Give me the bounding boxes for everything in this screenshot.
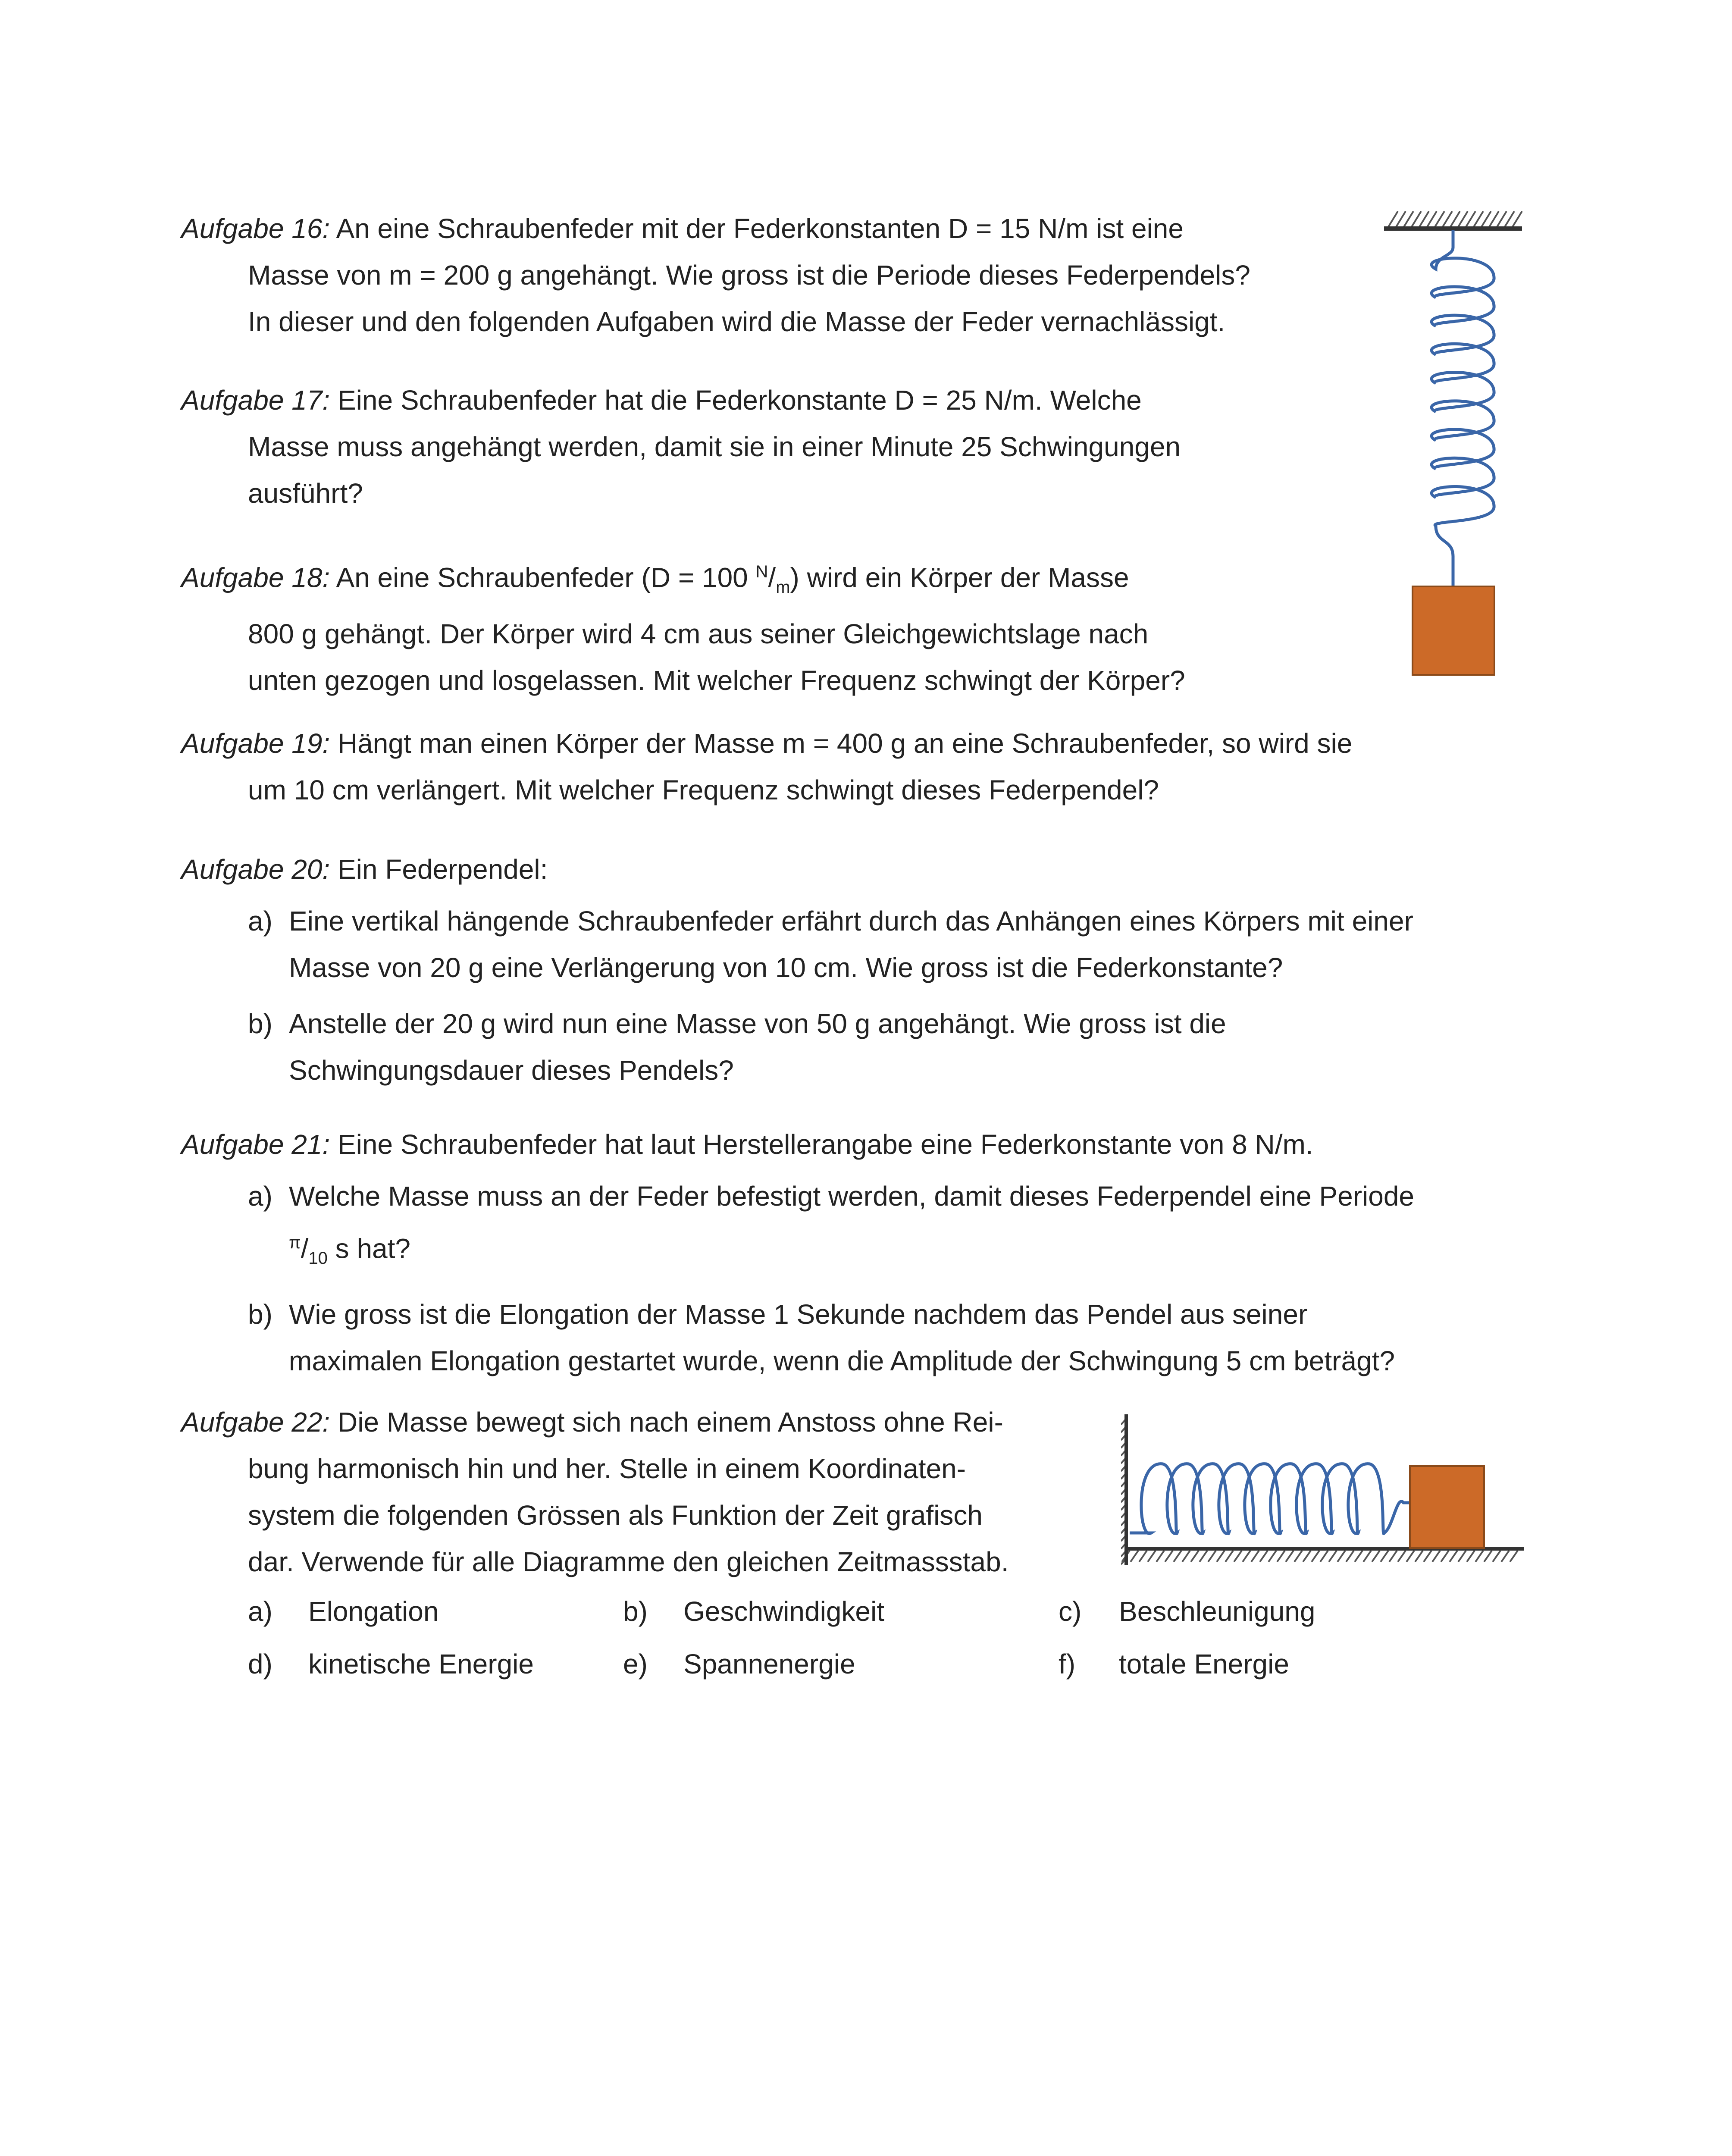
hatch-line <box>1432 1551 1440 1562</box>
task-text: system die folgenden Grössen als Funktion der Zeit grafisch <box>248 1500 983 1531</box>
hatch-line <box>1388 211 1398 227</box>
pi-symbol: π <box>289 1233 301 1252</box>
hatch-line <box>1329 1551 1337 1562</box>
horizontal-spring-illustration <box>1121 1410 1526 1583</box>
hatch-line <box>1372 1551 1380 1562</box>
task-text: Eine Schraubenfeder hat laut Herstellerangabe eine Federkonstante von 8 N/m. <box>330 1129 1313 1160</box>
subtask-key: a) <box>248 906 272 937</box>
hatch-line <box>1243 1551 1250 1562</box>
subtask-text: Masse von 20 g eine Verlängerung von 10 cm. Wie gross ist die Federkonstante? <box>289 952 1283 983</box>
task-17 <box>181 377 1181 517</box>
hatch-line <box>1396 211 1406 227</box>
grid-text: Geschwindigkeit <box>683 1596 884 1627</box>
fraction-denominator: 10 <box>308 1249 328 1268</box>
hatch-line <box>1139 1551 1147 1562</box>
unit-numerator: N <box>755 562 768 581</box>
grid-key: d) <box>248 1648 272 1680</box>
grid-text: totale Energie <box>1119 1648 1289 1680</box>
hanging-mass-block <box>1413 586 1494 675</box>
hatch-line <box>1260 1551 1268 1562</box>
hatch-line <box>1493 1551 1500 1562</box>
grid-text: Spannenergie <box>683 1648 855 1680</box>
grid-key: a) <box>248 1596 272 1627</box>
grid-key: f) <box>1059 1648 1076 1680</box>
hatch-line <box>1424 1551 1431 1562</box>
hatch-line <box>1381 1551 1388 1562</box>
hatch-line <box>1513 211 1522 227</box>
hatch-line <box>1484 1551 1492 1562</box>
hatch-line <box>1510 1551 1518 1562</box>
hatch-line <box>1398 1551 1406 1562</box>
hatch-line <box>1277 1551 1285 1562</box>
subtask-b <box>248 1000 1413 1094</box>
subtask-text: s hat? <box>327 1233 411 1264</box>
grid-row <box>248 1585 1360 1638</box>
grid-text: Beschleunigung <box>1119 1596 1315 1627</box>
subtask-key: b) <box>248 1299 272 1330</box>
task-label: Aufgabe 20: <box>181 854 330 885</box>
hatch-line <box>1441 1551 1449 1562</box>
vertical-spring-illustration <box>1380 203 1526 686</box>
subtask-text: maximalen Elongation gestartet wurde, wenn die Amplitude der Schwingung 5 cm beträgt? <box>289 1345 1395 1377</box>
task-18 <box>181 548 1185 704</box>
spring-coil <box>1130 1464 1410 1534</box>
subtask-list <box>181 1173 1414 1384</box>
task-text: ausführt? <box>248 478 363 509</box>
subtask-b <box>248 1291 1414 1384</box>
hatch-line <box>1320 1551 1328 1562</box>
hatch-line <box>1427 211 1437 227</box>
task-19 <box>181 720 1352 813</box>
hatch-line <box>1337 1551 1345 1562</box>
grid-text: Elongation <box>308 1596 439 1627</box>
hatch-line <box>1466 211 1475 227</box>
task-text: Die Masse bewegt sich nach einem Anstoss ohne Rei- <box>330 1407 1003 1438</box>
hatch-line <box>1191 1551 1199 1562</box>
hatch-line <box>1474 211 1483 227</box>
fraction-separator: / <box>301 1233 309 1264</box>
hatch-line <box>1234 1551 1242 1562</box>
task-text: Hängt man einen Körper der Masse m = 400 g an eine Schraubenfeder, so wird sie <box>330 728 1353 759</box>
subtask-text: Eine vertikal hängende Schraubenfeder erfährt durch das Anhängen eines Körpers mit einer <box>289 906 1413 937</box>
hatch-line <box>1148 1551 1156 1562</box>
hatch-line <box>1419 211 1429 227</box>
hatch-line <box>1435 211 1444 227</box>
task-text: unten gezogen und losgelassen. Mit welcher Frequenz schwingt der Körper? <box>248 665 1185 696</box>
hatch-line <box>1182 1551 1190 1562</box>
grid-key: c) <box>1059 1596 1082 1627</box>
task-text: An eine Schraubenfeder (D = 100 <box>330 562 756 593</box>
hatch-line <box>1450 211 1460 227</box>
task-16 <box>181 205 1250 345</box>
task-text: bung harmonisch hin und her. Stelle in einem Koordinaten- <box>248 1453 966 1484</box>
task-text: Masse muss angehängt werden, damit sie in einer Minute 25 Schwingungen <box>248 431 1181 462</box>
subtask-key: b) <box>248 1008 272 1039</box>
hatch-line <box>1475 1551 1483 1562</box>
hatch-line <box>1225 1551 1233 1562</box>
hatch-line <box>1286 1551 1294 1562</box>
task-text: um 10 cm verlängert. Mit welcher Frequenz schwingt dieses Federpendel? <box>248 774 1159 805</box>
hatch-line <box>1458 211 1468 227</box>
hatch-line <box>1346 1551 1354 1562</box>
hatch-line <box>1415 1551 1423 1562</box>
subtask-key: a) <box>248 1181 272 1212</box>
grid-text: kinetische Energie <box>308 1648 534 1680</box>
hatch-line <box>1412 211 1421 227</box>
hatch-line <box>1389 1551 1397 1562</box>
grid-key: e) <box>623 1648 648 1680</box>
subtask-text: Welche Masse muss an der Feder befestigt werden, damit dieses Federpendel eine Periode <box>289 1181 1414 1212</box>
sliding-mass-block <box>1410 1466 1484 1548</box>
hatch-line <box>1404 211 1413 227</box>
task-text: In dieser und den folgenden Aufgaben wird die Masse der Feder vernachlässigt. <box>248 306 1225 337</box>
hatch-line <box>1443 211 1452 227</box>
task-text: Masse von m = 200 g angehängt. Wie gross ist die Periode dieses Federpendels? <box>248 260 1250 291</box>
hatch-line <box>1505 211 1514 227</box>
subtask-a <box>248 1173 1414 1282</box>
hatch-line <box>1489 211 1499 227</box>
unit-denominator: m <box>776 578 790 597</box>
hatch-line <box>1497 211 1506 227</box>
hatch-line <box>1450 1551 1457 1562</box>
task-label: Aufgabe 19: <box>181 728 330 759</box>
hatch-line <box>1217 1551 1225 1562</box>
subtask-text: Schwingungsdauer dieses Pendels? <box>289 1055 734 1086</box>
grid-key: b) <box>623 1596 648 1627</box>
hatch-line <box>1501 1551 1509 1562</box>
grid-row <box>248 1638 1360 1690</box>
hatch-line <box>1406 1551 1414 1562</box>
task-21 <box>181 1121 1414 1384</box>
subtask-text: Anstelle der 20 g wird nun eine Masse von 50 g angehängt. Wie gross ist die <box>289 1008 1226 1039</box>
task-20 <box>181 846 1413 1094</box>
hatch-line <box>1251 1551 1259 1562</box>
hatch-line <box>1467 1551 1475 1562</box>
task-text: ) wird ein Körper der Masse <box>790 562 1129 593</box>
subtask-list <box>181 898 1413 1094</box>
hatch-line <box>1458 1551 1466 1562</box>
task-text: 800 g gehängt. Der Körper wird 4 cm aus seiner Gleichgewichtslage nach <box>248 618 1149 650</box>
task-label: Aufgabe 22: <box>181 1407 330 1438</box>
task-text: Ein Federpendel: <box>330 854 548 885</box>
hatch-line <box>1131 1551 1138 1562</box>
hatch-line <box>1294 1551 1302 1562</box>
hatch-line <box>1312 1551 1319 1562</box>
task-label: Aufgabe 17: <box>181 385 330 416</box>
spring-coil <box>1431 230 1494 586</box>
hatch-line <box>1174 1551 1181 1562</box>
task-label: Aufgabe 18: <box>181 562 330 593</box>
subtask-a <box>248 898 1413 991</box>
unit-separator: / <box>768 562 776 593</box>
task-text: dar. Verwende für alle Diagramme den gleichen Zeitmassstab. <box>248 1546 1009 1577</box>
hatch-line <box>1355 1551 1362 1562</box>
task-text: An eine Schraubenfeder mit der Federkonstanten D = 15 N/m ist eine <box>330 213 1184 244</box>
subtask-text: Wie gross ist die Elongation der Masse 1 Sekunde nachdem das Pendel aus seiner <box>289 1299 1308 1330</box>
hatch-line <box>1208 1551 1216 1562</box>
ceiling-hatch <box>1388 211 1522 227</box>
hatch-line <box>1156 1551 1164 1562</box>
quantity-grid <box>181 1585 1360 1690</box>
hatch-line <box>1268 1551 1276 1562</box>
floor-hatch <box>1122 1551 1518 1562</box>
task-label: Aufgabe 21: <box>181 1129 330 1160</box>
hatch-line <box>1165 1551 1173 1562</box>
task-label: Aufgabe 16: <box>181 213 330 244</box>
hatch-line <box>1481 211 1491 227</box>
hatch-line <box>1200 1551 1207 1562</box>
hatch-line <box>1363 1551 1371 1562</box>
task-text: Eine Schraubenfeder hat die Federkonstante D = 25 N/m. Welche <box>330 385 1142 416</box>
hatch-line <box>1303 1551 1311 1562</box>
